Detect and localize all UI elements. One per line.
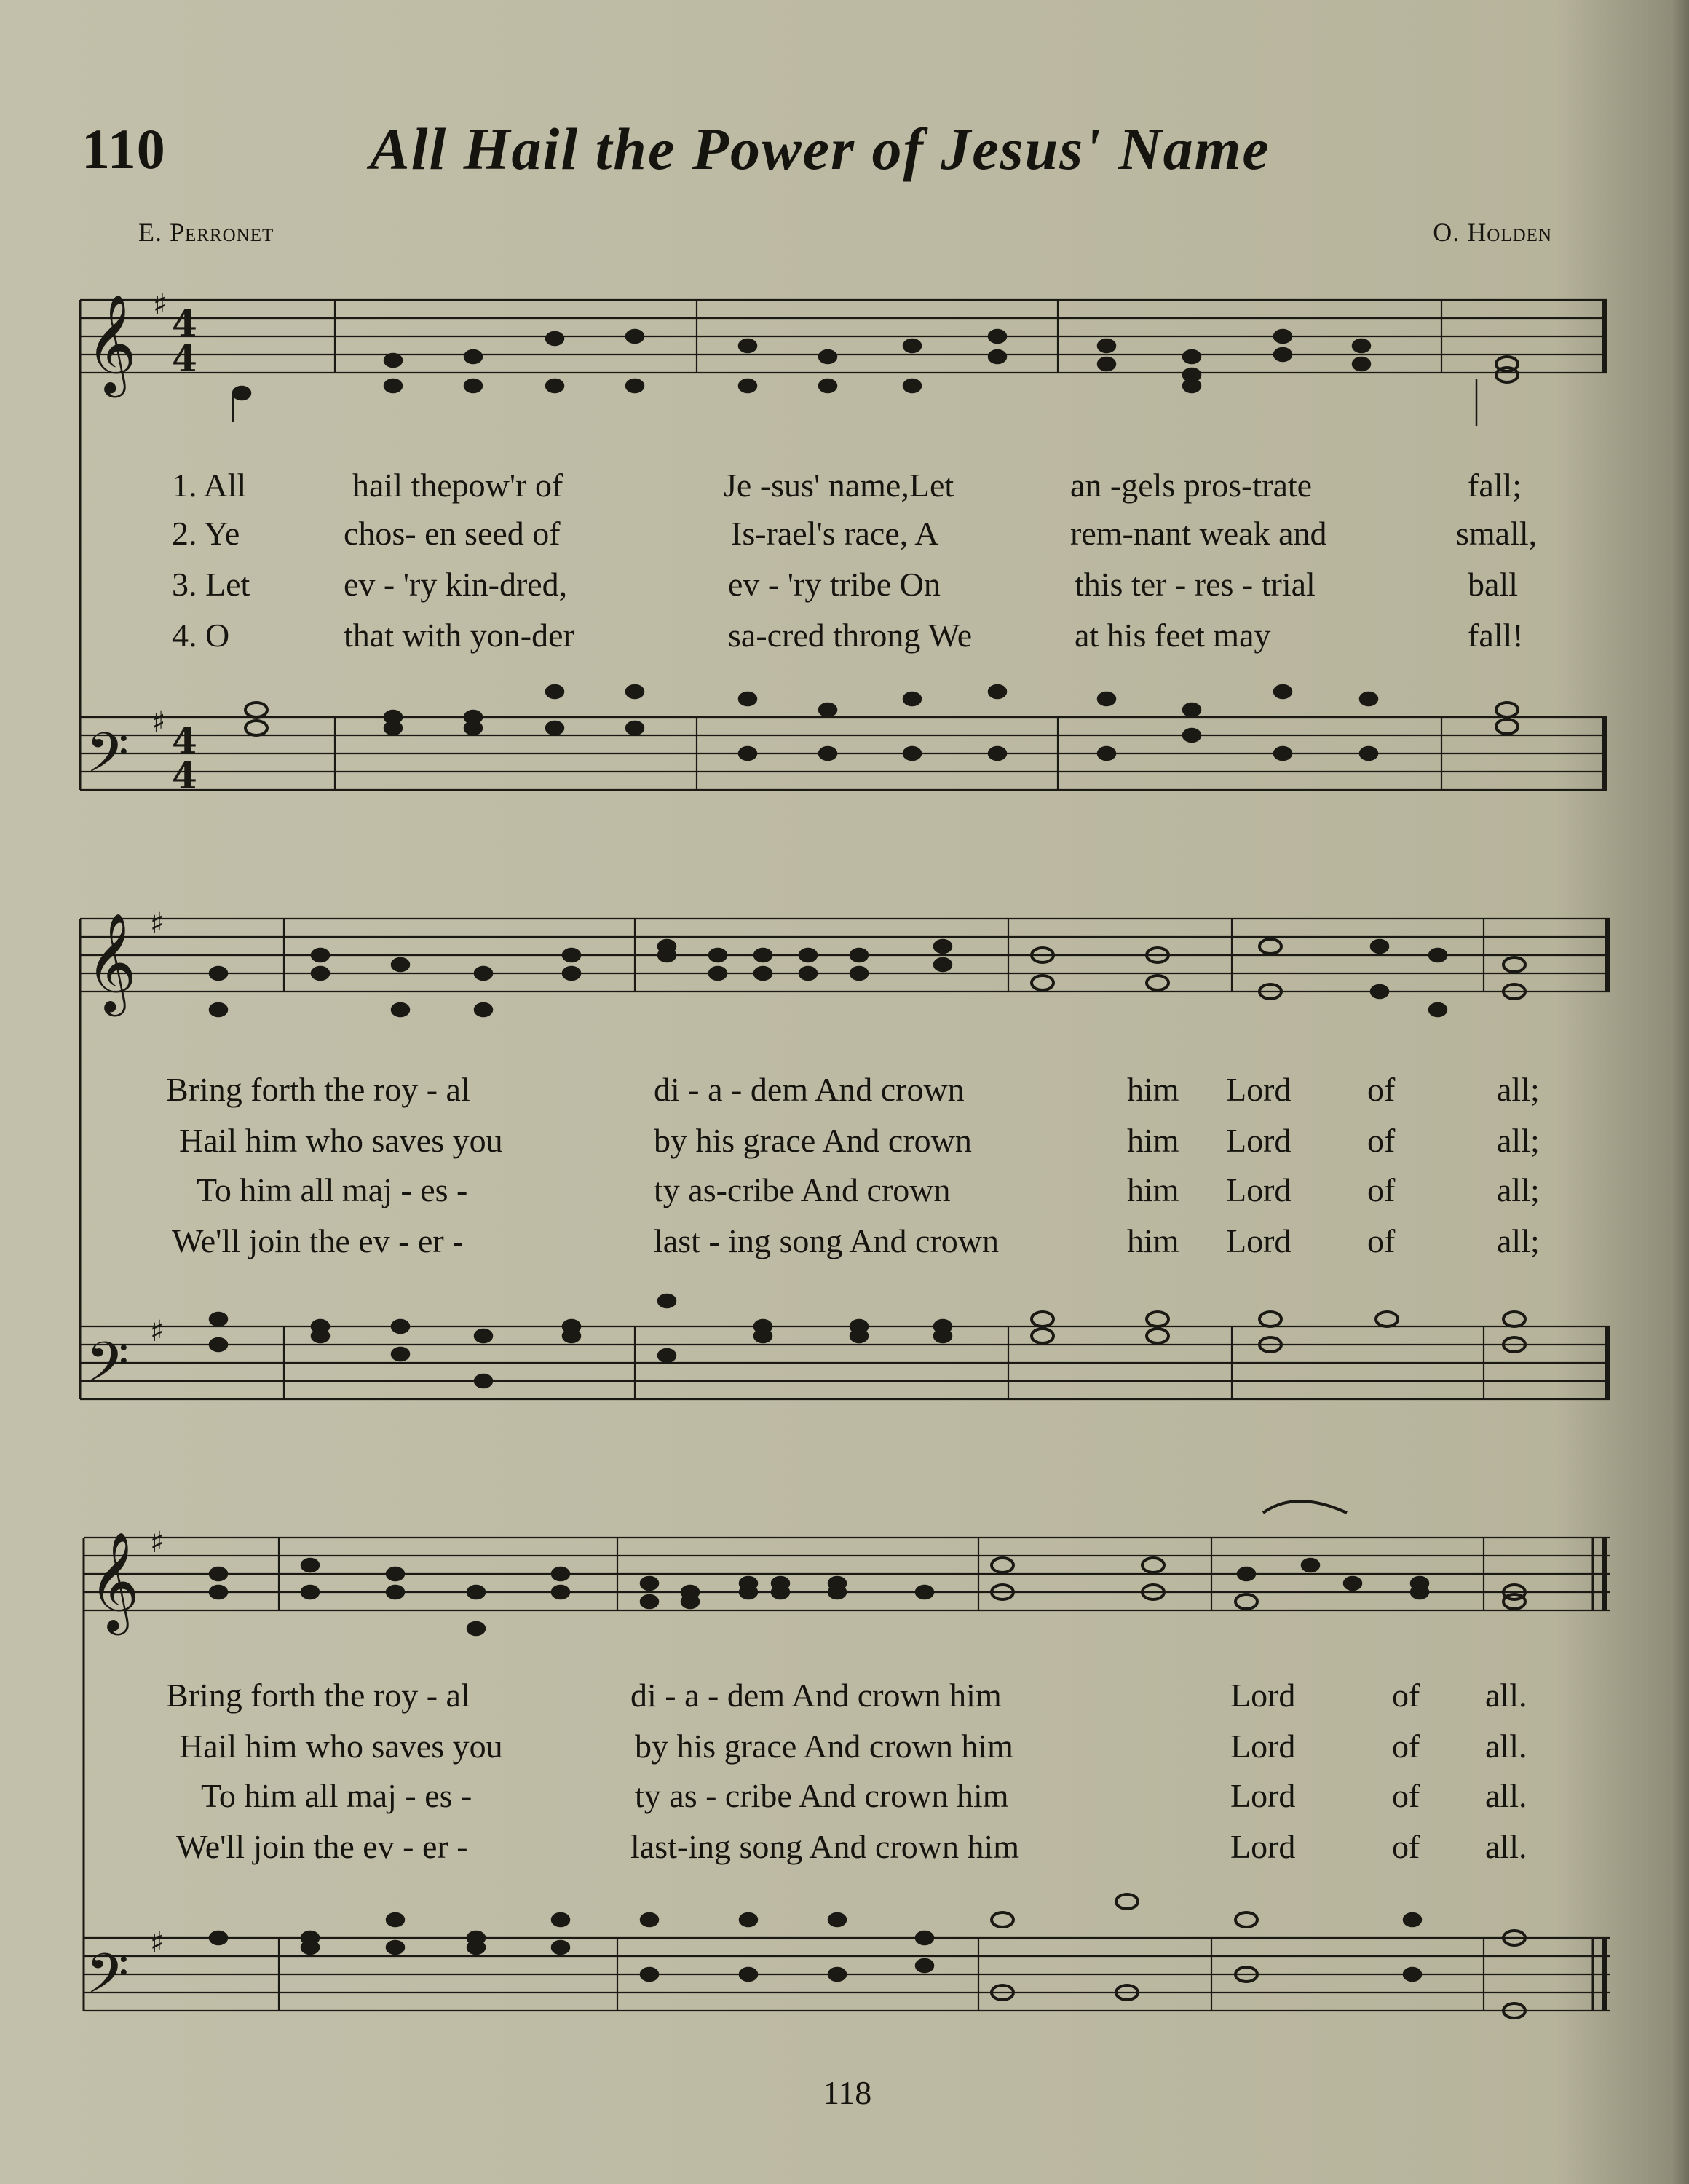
chorus-line	[0, 1222, 1689, 1265]
svg-text:𝄢: 𝄢	[86, 721, 130, 799]
lyric-segment: di - a - dem And crown	[654, 1071, 965, 1108]
lyric-segment: of	[1367, 1122, 1396, 1159]
lyric-segment: him	[1127, 1071, 1179, 1108]
lyric-segment: Lord	[1226, 1071, 1292, 1108]
lyric-segment: 1. All	[172, 467, 247, 504]
lyric-segment: him	[1127, 1122, 1179, 1159]
hymn-title: All Hail the Power of Jesus' Name	[370, 116, 1270, 182]
lyric-segment: Lord	[1230, 1728, 1296, 1765]
svg-text:4: 4	[172, 302, 197, 345]
svg-text:𝄞: 𝄞	[86, 293, 137, 393]
lyric-segment: Bring forth the roy - al	[166, 1071, 470, 1108]
svg-text:𝄢: 𝄢	[86, 1942, 130, 2019]
lyric-segment: fall;	[1468, 467, 1522, 504]
lyric-segment: of	[1392, 1677, 1420, 1714]
lyric-segment: To him all maj - es -	[197, 1171, 468, 1208]
lyric-segment: Hail him who saves you	[179, 1728, 503, 1765]
lyric-segment: of	[1392, 1728, 1420, 1765]
svg-text:𝄢: 𝄢	[86, 1330, 130, 1408]
lyric-segment: To him all maj - es -	[201, 1777, 472, 1814]
svg-text:♯: ♯	[150, 907, 165, 941]
lyric-segment: of	[1367, 1171, 1396, 1208]
lyric-segment: 4. O	[172, 617, 230, 654]
lyric-segment: 2. Ye	[172, 515, 240, 552]
chorus-line	[0, 1827, 1689, 1871]
svg-text:♯: ♯	[151, 705, 166, 739]
lyric-segment: hail thepow'r of	[352, 467, 563, 504]
lyric-segment: We'll join the ev - er -	[172, 1222, 464, 1259]
lyric-segment: di - a - dem And crown him	[630, 1677, 1002, 1714]
lyric-segment: by his grace And crown him	[635, 1728, 1013, 1765]
lyric-segment: all;	[1497, 1071, 1540, 1108]
lyric-segment: all.	[1485, 1728, 1527, 1765]
lyric-segment: We'll join the ev - er -	[176, 1828, 468, 1865]
lyric-segment: Lord	[1226, 1222, 1292, 1259]
lyric-segment: Lord	[1226, 1171, 1292, 1208]
lyric-segment: ty as - cribe And crown him	[635, 1777, 1009, 1814]
lyric-segment: all.	[1485, 1777, 1527, 1814]
words-credit: E. Perronet	[138, 218, 274, 247]
lyric-segment: small,	[1456, 515, 1538, 552]
lyric-segment: fall!	[1468, 617, 1524, 654]
lyric-segment: of	[1392, 1828, 1420, 1865]
chorus-line	[0, 1070, 1689, 1114]
lyric-segment: Hail him who saves you	[179, 1122, 503, 1159]
page-number: 118	[823, 2074, 872, 2111]
chorus-line	[0, 1676, 1689, 1720]
svg-text:4: 4	[172, 337, 197, 380]
lyric-segment: of	[1367, 1071, 1396, 1108]
lyric-segment: Lord	[1230, 1677, 1296, 1714]
chorus-line	[0, 1776, 1689, 1820]
svg-text:4: 4	[172, 754, 197, 797]
lyric-segment: an -gels pros-trate	[1070, 467, 1313, 504]
lyric-segment: of	[1392, 1777, 1420, 1814]
verse-line	[0, 565, 1689, 609]
svg-text:♯: ♯	[150, 1526, 165, 1559]
svg-text:4: 4	[172, 719, 197, 762]
lyric-segment: ev - 'ry tribe On	[728, 566, 941, 603]
lyric-segment: ball	[1468, 566, 1518, 603]
lyric-segment: Je -sus' name,Let	[724, 467, 954, 504]
lyric-segment: last-ing song And crown him	[630, 1828, 1020, 1865]
verse-line	[0, 514, 1689, 558]
chorus-line	[0, 1121, 1689, 1165]
lyric-segment: all;	[1497, 1171, 1540, 1208]
lyric-segment: 3. Let	[172, 566, 250, 603]
lyric-segment: this ter - res - trial	[1075, 566, 1316, 603]
lyric-segment: Is-rael's race, A	[731, 515, 939, 552]
lyric-segment: all.	[1485, 1677, 1527, 1714]
lyric-segment: ty as-cribe And crown	[654, 1171, 951, 1208]
lyric-segment: chos- en seed of	[344, 515, 561, 552]
lyric-segment: all;	[1497, 1222, 1540, 1259]
lyric-segment: ev - 'ry kin-dred,	[344, 566, 568, 603]
svg-text:♯: ♯	[153, 288, 167, 322]
svg-text:𝄞: 𝄞	[89, 1530, 140, 1631]
lyric-segment: all.	[1485, 1828, 1527, 1865]
lyric-segment: him	[1127, 1171, 1179, 1208]
svg-text:♯: ♯	[150, 1315, 165, 1348]
chorus-line	[0, 1727, 1689, 1770]
lyric-segment: by his grace And crown	[654, 1122, 972, 1159]
hymn-number: 110	[82, 117, 166, 181]
lyric-segment: of	[1367, 1222, 1396, 1259]
lyric-segment: sa-cred throng We	[728, 617, 973, 654]
lyric-segment: all;	[1497, 1122, 1540, 1159]
lyric-segment: Lord	[1226, 1122, 1292, 1159]
verse-line	[0, 616, 1689, 660]
lyric-segment: that with yon-der	[344, 617, 574, 654]
chorus-line	[0, 1171, 1689, 1214]
lyric-segment: last - ing song And crown	[654, 1222, 1000, 1259]
lyric-segment: rem-nant weak and	[1070, 515, 1327, 552]
lyric-segment: Lord	[1230, 1828, 1296, 1865]
svg-text:♯: ♯	[150, 1926, 165, 1960]
lyric-segment: Bring forth the roy - al	[166, 1677, 470, 1714]
music-credit: O. Holden	[1433, 218, 1552, 247]
lyric-segment: at his feet may	[1075, 617, 1271, 654]
svg-text:𝄞: 𝄞	[86, 911, 137, 1012]
verse-line	[0, 466, 1689, 510]
lyric-segment: Lord	[1230, 1777, 1296, 1814]
lyric-segment: him	[1127, 1222, 1179, 1259]
